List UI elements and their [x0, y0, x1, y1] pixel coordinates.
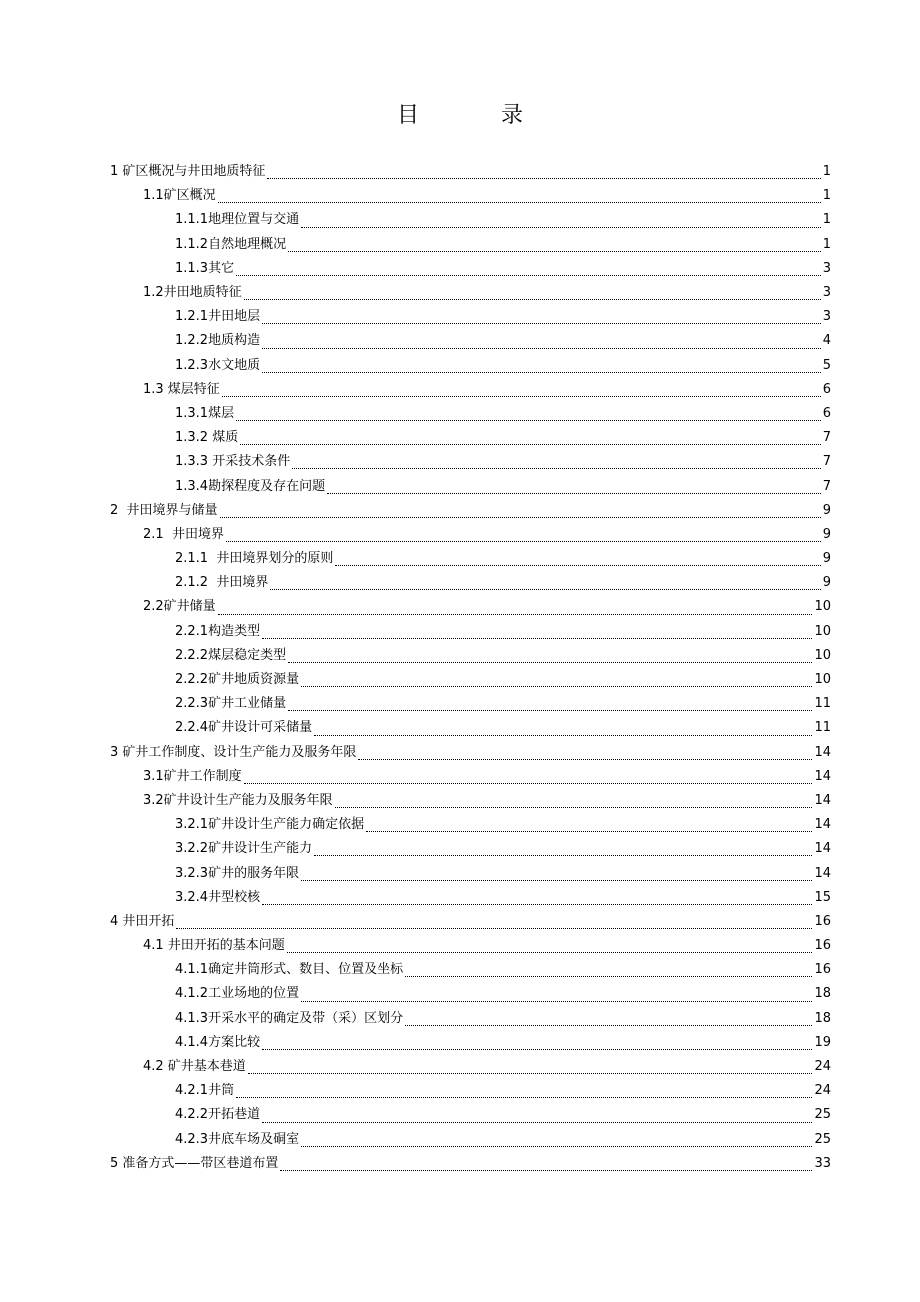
dot-leader — [218, 613, 813, 615]
toc-entry[interactable] — [0, 741, 920, 765]
dot-leader — [292, 467, 821, 469]
toc-entry-text: 1.2.3水文地质 — [175, 357, 261, 373]
dot-leader — [301, 1000, 812, 1002]
toc-entry-text: 5 准备方式——带区巷道布置 — [110, 1155, 279, 1171]
toc-entry-page-number: 24 — [814, 1083, 831, 1099]
dot-leader — [248, 1072, 813, 1074]
toc-entry-page-number: 14 — [814, 865, 831, 881]
toc-entry-page-number: 10 — [814, 599, 831, 615]
dot-leader — [262, 903, 812, 905]
dot-leader — [244, 782, 813, 784]
toc-entry-page-number: 18 — [814, 986, 831, 1002]
toc-entry[interactable] — [0, 402, 920, 426]
toc-entry[interactable] — [0, 910, 920, 934]
dot-leader — [405, 975, 812, 977]
dot-leader — [314, 854, 812, 856]
toc-entry[interactable] — [0, 208, 920, 232]
toc-entry-text: 3.2.2矿井设计生产能力 — [175, 841, 313, 857]
toc-entry-page-number: 9 — [822, 526, 831, 542]
toc-entry-page-number: 7 — [822, 430, 831, 446]
dot-leader — [244, 298, 821, 300]
toc-entry-page-number: 16 — [814, 962, 831, 978]
dot-leader — [262, 347, 821, 349]
toc-entry[interactable] — [0, 692, 920, 716]
dot-leader — [262, 322, 821, 324]
toc-entry-text: 1.3.1煤层 — [175, 405, 235, 421]
toc-entry[interactable] — [0, 378, 920, 402]
toc-entry-text: 1.3.3 开采技术条件 — [175, 454, 291, 470]
toc-entry-text: 1.3.4勘探程度及存在问题 — [175, 478, 326, 494]
toc-entry[interactable] — [0, 1007, 920, 1031]
toc-entry[interactable] — [0, 523, 920, 547]
dot-leader — [366, 830, 812, 832]
toc-entry-page-number: 11 — [814, 720, 831, 736]
toc-entry-page-number: 11 — [814, 696, 831, 712]
dot-leader — [222, 395, 821, 397]
dot-leader — [280, 1169, 812, 1171]
toc-entry-page-number: 4 — [822, 333, 831, 349]
toc-entry-text: 2 井田境界与储量 — [110, 502, 218, 518]
toc-entry-text: 4.1.2工业场地的位置 — [175, 986, 300, 1002]
toc-entry-text: 3.1矿井工作制度 — [143, 768, 242, 784]
toc-entry[interactable] — [0, 595, 920, 619]
toc-entry[interactable] — [0, 499, 920, 523]
toc-entry-page-number: 16 — [814, 913, 831, 929]
toc-entry[interactable] — [0, 1103, 920, 1127]
toc-entry-page-number: 10 — [814, 672, 831, 688]
toc-entry-page-number: 9 — [822, 551, 831, 567]
toc-entry[interactable] — [0, 160, 920, 184]
toc-entry-page-number: 14 — [814, 768, 831, 784]
toc-entry[interactable] — [0, 426, 920, 450]
toc-entry[interactable] — [0, 257, 920, 281]
toc-entry-text: 2.2.2煤层稳定类型 — [175, 647, 287, 663]
toc-entry[interactable] — [0, 305, 920, 329]
dot-leader — [236, 274, 821, 276]
dot-leader — [301, 685, 812, 687]
toc-entry-page-number: 14 — [814, 817, 831, 833]
toc-entry-page-number: 33 — [814, 1155, 831, 1171]
toc-entry-page-number: 14 — [814, 792, 831, 808]
toc-entry[interactable] — [0, 982, 920, 1006]
toc-entry-text: 2.2.3矿井工业储量 — [175, 696, 287, 712]
toc-entry-page-number: 6 — [822, 405, 831, 421]
dot-leader — [220, 516, 821, 518]
dot-leader — [287, 951, 813, 953]
toc-entry-page-number: 3 — [822, 309, 831, 325]
dot-leader — [288, 250, 821, 252]
toc-entry[interactable] — [0, 861, 920, 885]
toc-entry[interactable] — [0, 233, 920, 257]
toc-entry[interactable] — [0, 1055, 920, 1079]
dot-leader — [262, 637, 812, 639]
dot-leader — [327, 492, 821, 494]
dot-leader — [405, 1024, 812, 1026]
toc-title: 目 录 — [396, 103, 553, 128]
toc-entry-page-number: 5 — [822, 357, 831, 373]
toc-entry[interactable] — [0, 620, 920, 644]
toc-entry-page-number: 15 — [814, 889, 831, 905]
toc-entry-page-number: 19 — [814, 1034, 831, 1050]
toc-entry-text: 1.1矿区概况 — [143, 188, 216, 204]
dot-leader — [270, 588, 820, 590]
dot-leader — [176, 927, 812, 929]
toc-entry[interactable] — [0, 886, 920, 910]
toc-entry[interactable] — [0, 1079, 920, 1103]
dot-leader — [335, 564, 820, 566]
dot-leader — [314, 734, 812, 736]
toc-entry[interactable] — [0, 644, 920, 668]
toc-entry-text: 3.2.4井型校核 — [175, 889, 261, 905]
toc-entry-text: 4.2 矿井基本巷道 — [143, 1059, 246, 1075]
toc-entry[interactable] — [0, 958, 920, 982]
toc-entry-text: 1 矿区概况与井田地质特征 — [110, 164, 266, 180]
toc-entry-text: 4.1.1确定井筒形式、数目、位置及坐标 — [175, 962, 404, 978]
toc-entry[interactable] — [0, 281, 920, 305]
toc-entry[interactable] — [0, 184, 920, 208]
toc-entry-text: 1.1.2自然地理概况 — [175, 236, 287, 252]
toc-entry[interactable] — [0, 474, 920, 498]
toc-entry[interactable] — [0, 813, 920, 837]
toc-entry-page-number: 25 — [814, 1131, 831, 1147]
toc-entry[interactable] — [0, 354, 920, 378]
dot-leader — [262, 371, 821, 373]
toc-entry-text: 4.2.2开拓巷道 — [175, 1107, 261, 1123]
toc-entry[interactable] — [0, 450, 920, 474]
toc-list — [0, 160, 920, 1176]
toc-entry-text: 2.2.4矿井设计可采储量 — [175, 720, 313, 736]
toc-entry-text: 1.3.2 煤质 — [175, 430, 239, 446]
toc-entry-page-number: 3 — [822, 285, 831, 301]
toc-entry[interactable] — [0, 547, 920, 571]
toc-entry-text: 4.1.4方案比较 — [175, 1034, 261, 1050]
toc-entry-text: 3.2.1矿井设计生产能力确定依据 — [175, 817, 365, 833]
toc-entry-page-number: 16 — [814, 938, 831, 954]
toc-entry-page-number: 25 — [814, 1107, 831, 1123]
toc-entry-page-number: 24 — [814, 1059, 831, 1075]
toc-entry-text: 1.2.1井田地层 — [175, 309, 261, 325]
toc-entry-text: 2.2矿井储量 — [143, 599, 216, 615]
dot-leader — [236, 419, 821, 421]
toc-entry-page-number: 1 — [822, 164, 831, 180]
toc-entry-page-number: 10 — [814, 623, 831, 639]
toc-entry-page-number: 1 — [822, 236, 831, 252]
toc-entry-text: 1.2井田地质特征 — [143, 285, 242, 301]
dot-leader — [226, 540, 821, 542]
toc-entry[interactable] — [0, 329, 920, 353]
toc-entry-text: 3.2矿井设计生产能力及服务年限 — [143, 792, 333, 808]
toc-entry[interactable] — [0, 668, 920, 692]
toc-entry[interactable] — [0, 837, 920, 861]
toc-entry-page-number: 7 — [822, 454, 831, 470]
toc-entry[interactable] — [0, 789, 920, 813]
dot-leader — [218, 201, 821, 203]
toc-entry[interactable] — [0, 1152, 920, 1176]
toc-entry-text: 4.2.1井筒 — [175, 1083, 235, 1099]
toc-entry-page-number: 14 — [814, 744, 831, 760]
toc-entry-text: 2.1.1 井田境界划分的原则 — [175, 551, 334, 567]
dot-leader — [236, 1096, 812, 1098]
dot-leader — [301, 879, 812, 881]
toc-entry[interactable] — [0, 934, 920, 958]
toc-entry-text: 2.2.1构造类型 — [175, 623, 261, 639]
dot-leader — [288, 661, 812, 663]
toc-entry[interactable] — [0, 1128, 920, 1152]
toc-entry[interactable] — [0, 765, 920, 789]
toc-entry-page-number: 10 — [814, 647, 831, 663]
toc-entry-text: 4 井田开拓 — [110, 913, 175, 929]
toc-entry-page-number: 1 — [822, 188, 831, 204]
toc-entry-page-number: 1 — [822, 212, 831, 228]
dot-leader — [267, 177, 820, 179]
toc-entry-page-number: 18 — [814, 1010, 831, 1026]
toc-entry-text: 3.2.3矿井的服务年限 — [175, 865, 300, 881]
toc-entry-text: 1.2.2地质构造 — [175, 333, 261, 349]
toc-entry-page-number: 6 — [822, 381, 831, 397]
toc-entry[interactable] — [0, 571, 920, 595]
toc-entry-page-number: 9 — [822, 575, 831, 591]
toc-entry[interactable] — [0, 1031, 920, 1055]
dot-leader — [262, 1121, 812, 1123]
toc-entry-page-number: 3 — [822, 260, 831, 276]
toc-entry-text: 4.1 井田开拓的基本问题 — [143, 938, 285, 954]
dot-leader — [240, 443, 821, 445]
toc-entry-text: 3 矿井工作制度、设计生产能力及服务年限 — [110, 744, 357, 760]
toc-entry-text: 1.1.1地理位置与交通 — [175, 212, 300, 228]
dot-leader — [262, 1048, 812, 1050]
toc-entry-page-number: 14 — [814, 841, 831, 857]
toc-entry-text: 1.3 煤层特征 — [143, 381, 220, 397]
toc-entry-page-number: 7 — [822, 478, 831, 494]
toc-entry[interactable] — [0, 716, 920, 740]
toc-entry-text: 4.2.3井底车场及硐室 — [175, 1131, 300, 1147]
toc-entry-text: 1.1.3其它 — [175, 260, 235, 276]
dot-leader — [335, 806, 813, 808]
toc-entry-text: 2.2.2矿井地质资源量 — [175, 672, 300, 688]
dot-leader — [301, 226, 821, 228]
dot-leader — [358, 758, 812, 760]
toc-entry-page-number: 9 — [822, 502, 831, 518]
dot-leader — [301, 1145, 812, 1147]
toc-entry-text: 2.1.2 井田境界 — [175, 575, 269, 591]
toc-entry-text: 2.1 井田境界 — [143, 526, 224, 542]
toc-entry-text: 4.1.3开采水平的确定及带（采）区划分 — [175, 1010, 404, 1026]
dot-leader — [288, 709, 812, 711]
